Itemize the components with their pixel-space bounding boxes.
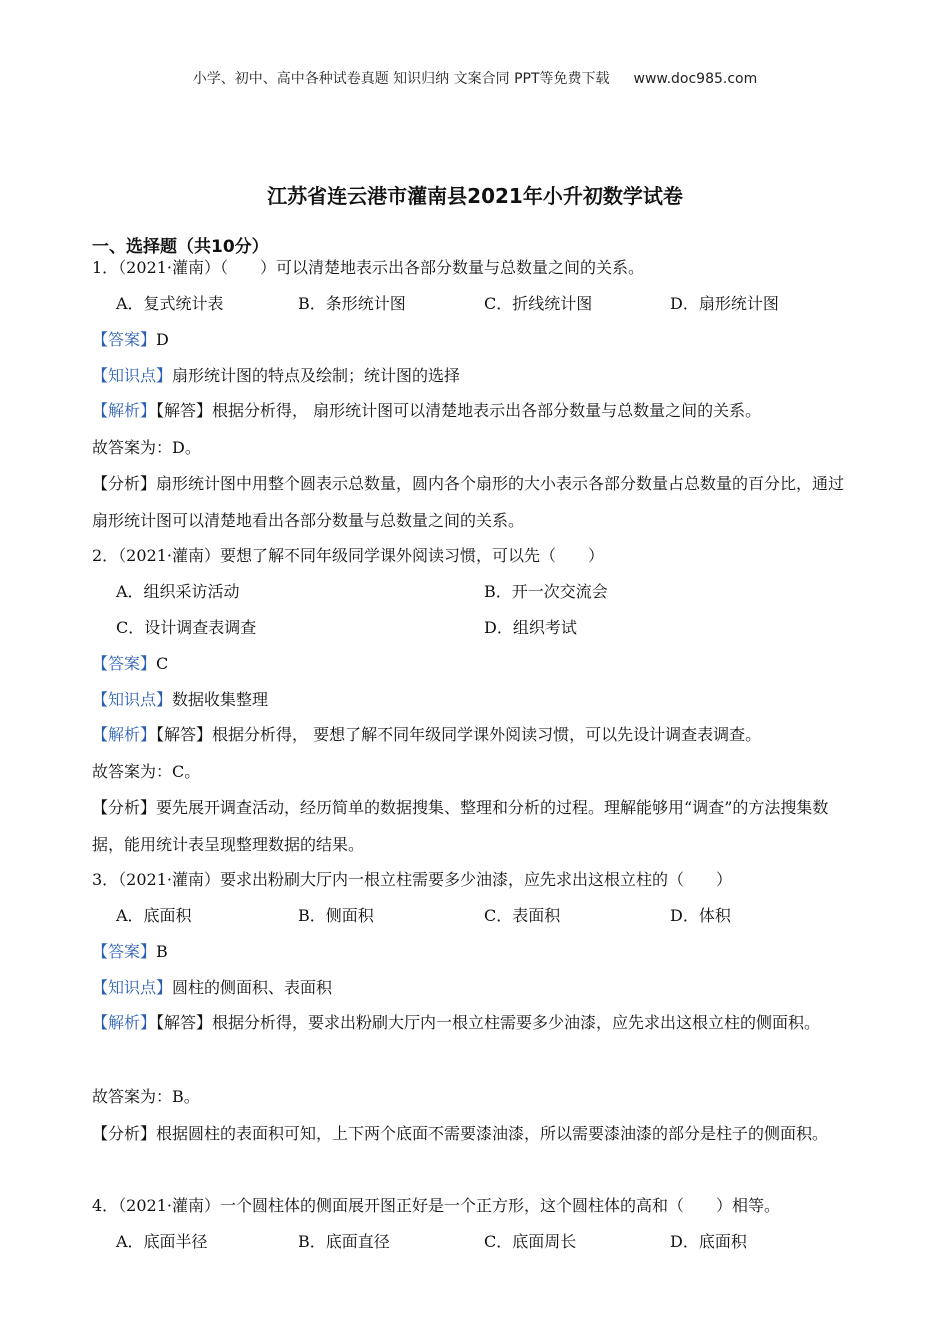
- knowledge-label: 【知识点】: [92, 978, 173, 997]
- q3-option-d: D．体积: [670, 906, 731, 925]
- solution-text: 根据分析得， 扇形统计图可以清楚地表示出各部分数量与总数量之间的关系。: [212, 401, 762, 420]
- q3-option-a: A．底面积: [116, 906, 192, 925]
- q2-option-d: D．组织考试: [484, 618, 577, 637]
- solution-label: 【解答】: [156, 401, 213, 420]
- q1-solution: [92, 401, 761, 421]
- q1-option-d: D．扇形统计图: [670, 294, 779, 313]
- answer-label: 【答案】: [92, 654, 157, 673]
- page-header: [0, 68, 950, 88]
- knowledge-value: 圆柱的侧面积、表面积: [172, 978, 333, 997]
- question-3-stem: 3．（2021·灌南）要求出粉刷大厅内一根立柱需要多少油漆，应先求出这根立柱的（ ）: [92, 870, 732, 889]
- fenxi-text: 扇形统计图中用整个圆表示总数量，圆内各个扇形的大小表示各部分数量占总数量的百分比，通过扇形统计图可以清楚地看出各部分数量与总数量之间的关系。: [92, 474, 845, 530]
- q2-knowledge: [92, 690, 268, 710]
- q3-conclusion: 故答案为：B。: [92, 1087, 200, 1106]
- solution-label: 【解答】: [156, 725, 213, 744]
- q1-conclusion: 故答案为：D。: [92, 438, 201, 457]
- fenxi-text: 根据圆柱的表面积可知，上下两个底面不需要漆油漆，所以需要漆油漆的部分是柱子的侧面积。: [156, 1124, 829, 1143]
- q3-option-c: C．表面积: [484, 906, 561, 925]
- answer-value: C: [156, 654, 169, 673]
- analysis-label: 【解析】: [92, 1013, 157, 1032]
- q2-option-c: C．设计调查表调查: [116, 618, 257, 637]
- q4-option-b: B．底面直径: [298, 1232, 390, 1251]
- knowledge-value: 数据收集整理: [172, 690, 269, 709]
- q3-option-b: B．侧面积: [298, 906, 374, 925]
- section-heading: 一、选择题（共10分）: [92, 237, 269, 257]
- q1-analysis: [92, 465, 852, 539]
- q1-answer: [92, 330, 169, 350]
- answer-label: 【答案】: [92, 942, 157, 961]
- q3-solution: [92, 1004, 852, 1041]
- q3-analysis: [92, 1115, 852, 1152]
- q1-knowledge: [92, 366, 460, 386]
- header-url[interactable]: www.doc985.com: [633, 71, 758, 87]
- question-4-stem: 4．（2021·灌南）一个圆柱体的侧面展开图正好是一个正方形，这个圆柱体的高和（ ）相等。: [92, 1196, 780, 1215]
- fenxi-label: 【分析】: [92, 474, 157, 493]
- q3-answer: [92, 942, 168, 962]
- header-text: 小学、初中、高中各种试卷真题 知识归纳 文案合同 PPT等免费下载: [192, 71, 610, 87]
- knowledge-label: 【知识点】: [92, 690, 173, 709]
- q3-knowledge: [92, 978, 332, 998]
- q2-option-a: A．组织采访活动: [116, 582, 240, 601]
- solution-label: 【解答】: [156, 1013, 213, 1032]
- q2-conclusion: 故答案为：C。: [92, 762, 201, 781]
- answer-value: B: [156, 942, 168, 961]
- knowledge-label: 【知识点】: [92, 366, 173, 385]
- q1-option-b: B．条形统计图: [298, 294, 406, 313]
- q4-option-a: A．底面半径: [116, 1232, 208, 1251]
- answer-label: 【答案】: [92, 330, 157, 349]
- analysis-label: 【解析】: [92, 401, 157, 420]
- fenxi-label: 【分析】: [92, 798, 157, 817]
- question-2-stem: 2．（2021·灌南）要想了解不同年级同学课外阅读习惯，可以先（ ）: [92, 546, 604, 565]
- fenxi-label: 【分析】: [92, 1124, 157, 1143]
- q1-option-a: A．复式统计表: [116, 294, 224, 313]
- q1-option-c: C．折线统计图: [484, 294, 593, 313]
- solution-text: 根据分析得，要求出粉刷大厅内一根立柱需要多少油漆，应先求出这根立柱的侧面积。: [212, 1013, 821, 1032]
- q2-option-b: B．开一次交流会: [484, 582, 608, 601]
- solution-text: 根据分析得， 要想了解不同年级同学课外阅读习惯，可以先设计调查表调查。: [212, 725, 762, 744]
- analysis-label: 【解析】: [92, 725, 157, 744]
- knowledge-value: 扇形统计图的特点及绘制；统计图的选择: [172, 366, 461, 385]
- q2-analysis: [92, 789, 852, 863]
- page-title: 江苏省连云港市灌南县2021年小升初数学试卷: [267, 184, 683, 208]
- q4-option-c: C．底面周长: [484, 1232, 577, 1251]
- answer-value: D: [156, 330, 169, 349]
- fenxi-text: 要先展开调查活动，经历简单的数据搜集、整理和分析的过程。理解能够用“调查”的方法搜集数据，能用统计表呈现整理数据的结果。: [92, 798, 829, 854]
- q2-solution: [92, 725, 761, 745]
- question-1-stem: 1．（2021·灌南）（ ）可以清楚地表示出各部分数量与总数量之间的关系。: [92, 258, 644, 277]
- q2-answer: [92, 654, 168, 674]
- q4-option-d: D．底面积: [670, 1232, 747, 1251]
